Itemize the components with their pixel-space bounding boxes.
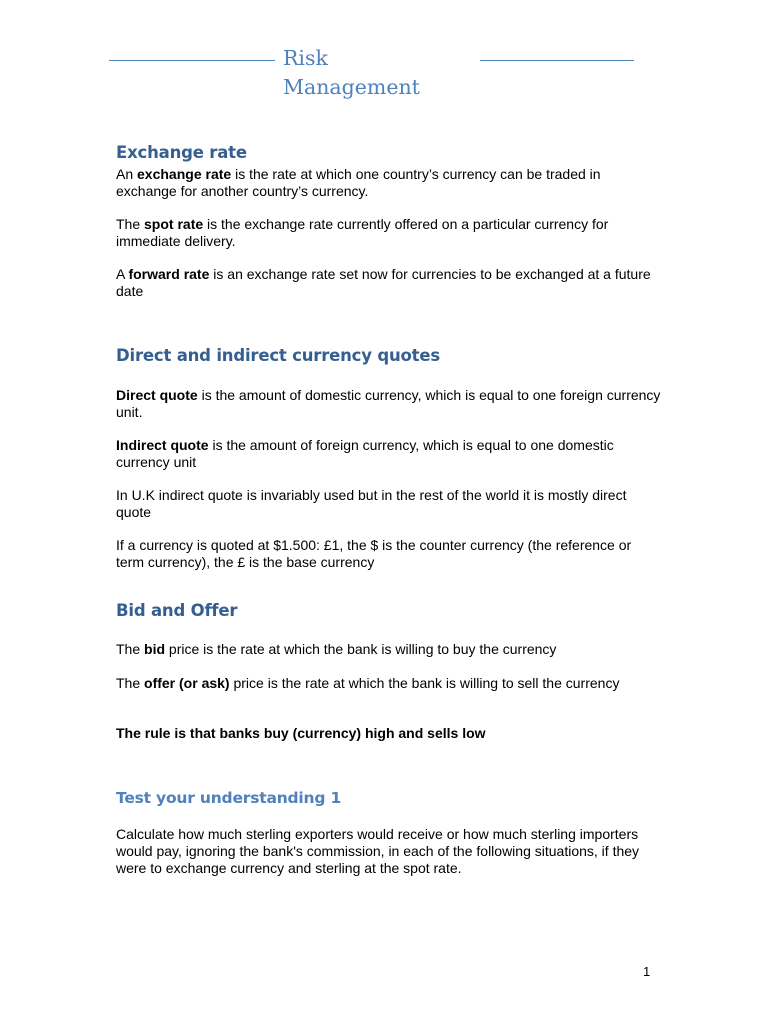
paragraph-test-question: Calculate how much sterling exporters would receive or how much sterling importers would pay, ignoring the bank's commission, in each of the following situations, if they were to exchange currency and sterling at the spot rate. <box>116 826 640 876</box>
paragraph-quote-example: If a currency is quoted at $1.500: £1, the $ is the counter currency (the reference or term currency), the £ is the base currency <box>116 537 632 570</box>
paragraph-forward-rate-definition: A forward rate is an exchange rate set now for currencies to be exchanged at a future date <box>116 266 651 299</box>
paragraph-spot-rate-definition: The spot rate is the exchange rate currently offered on a particular currency for immediate delivery. <box>116 216 609 249</box>
header-rule-right <box>480 60 634 61</box>
heading-exchange-rate: Exchange rate <box>116 143 247 162</box>
paragraph-exchange-rate-definition: An exchange rate is the rate at which one country’s currency can be traded in exchange for another country’s currency. <box>116 166 601 199</box>
term-spot-rate: spot rate <box>144 216 204 232</box>
term-offer: offer (or ask) <box>144 675 230 691</box>
paragraph-direct-quote: Direct quote is the amount of domestic currency, which is equal to one foreign currency unit. <box>116 387 661 420</box>
term-indirect-quote: Indirect quote <box>116 437 209 453</box>
heading-bid-and-offer: Bid and Offer <box>116 601 238 620</box>
term-bid: bid <box>144 641 166 657</box>
term-forward-rate: forward rate <box>128 266 210 282</box>
document-title-line-1: Risk <box>283 46 328 70</box>
document-title-line-2: Management <box>283 75 420 99</box>
document-title <box>283 44 420 102</box>
header-rule-left <box>109 60 275 61</box>
paragraph-offer-price: The offer (or ask) price is the rate at which the bank is willing to sell the currency <box>116 675 620 691</box>
heading-currency-quotes: Direct and indirect currency quotes <box>116 346 440 365</box>
paragraph-uk-quote-usage: In U.K indirect quote is invariably used but in the rest of the world it is mostly direct quote <box>116 487 627 520</box>
paragraph-bid-price: The bid price is the rate at which the bank is willing to buy the currency <box>116 641 557 657</box>
page-number: 1 <box>643 964 651 979</box>
paragraph-bank-rule: The rule is that banks buy (currency) high and sells low <box>116 725 486 741</box>
term-exchange-rate: exchange rate <box>137 166 232 182</box>
term-direct-quote: Direct quote <box>116 387 198 403</box>
paragraph-indirect-quote: Indirect quote is the amount of foreign currency, which is equal to one domestic currency unit <box>116 437 614 470</box>
heading-test-your-understanding: Test your understanding 1 <box>116 789 342 807</box>
